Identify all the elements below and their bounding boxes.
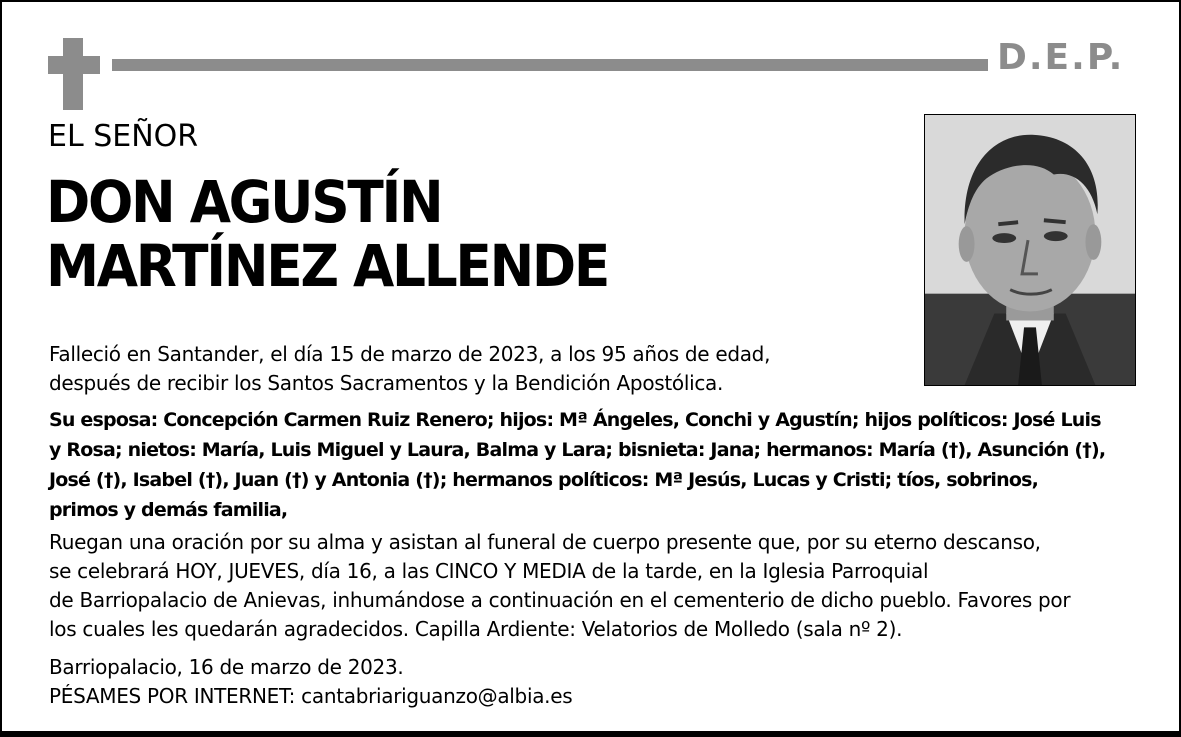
family-list-line: primos y demás familia, (49, 499, 288, 521)
condolences-contact: PÉSAMES POR INTERNET: cantabriariguanzo@albia.es (49, 684, 573, 708)
funeral-details (49, 528, 1070, 644)
title-prefix: EL SEÑOR (48, 119, 199, 154)
family-list (49, 405, 1105, 525)
portrait-image (925, 115, 1135, 385)
deceased-name-line-2: MARTÍNEZ ALLENDE (46, 232, 609, 300)
funeral-details-line: de Barriopalacio de Anievas, inhumándose a continuación en el cementerio de dicho pueblo. Favores por (49, 588, 1071, 612)
funeral-details-line: Ruegan una oración por su alma y asistan al funeral de cuerpo presente que, por su eterno descanso, (49, 530, 1041, 554)
deceased-name-line-1: DON AGUSTÍN (46, 168, 442, 236)
death-details-line: después de recibir los Santos Sacramentos y la Bendición Apostólica. (49, 371, 724, 395)
death-details-line: Falleció en Santander, el día 15 de marzo de 2023, a los 95 años de edad, (49, 342, 771, 366)
place-date: Barriopalacio, 16 de marzo de 2023. (49, 655, 404, 679)
family-list-line: y Rosa; nietos: María, Luis Miguel y Laura, Balma y Lara; bisnieta: Jana; hermanos: María (†), Asunción (†), (49, 439, 1106, 461)
cross-icon (63, 38, 83, 110)
cross-icon-bar (48, 56, 100, 74)
family-list-line: Su esposa: Concepción Carmen Ruiz Renero; hijos: Mª Ángeles, Conchi y Agustín; hijos políticos: José Luis (49, 409, 1101, 431)
deceased-name (46, 170, 608, 298)
dep-label: D.E.P. (997, 37, 1125, 78)
funeral-details-line: se celebrará HOY, JUEVES, día 16, a las CINCO Y MEDIA de la tarde, en la Iglesia Parroquial (49, 559, 929, 583)
family-list-line: José (†), Isabel (†), Juan (†) y Antonia (†); hermanos políticos: Mª Jesús, Lucas y Cristi; tíos, sobrinos, (49, 469, 1039, 491)
portrait-photo (924, 114, 1136, 386)
funeral-details-line: los cuales les quedarán agradecidos. Capilla Ardiente: Velatorios de Molledo (sala nº 2). (49, 617, 903, 641)
header-rule (112, 59, 988, 71)
notice-footer (49, 653, 572, 711)
death-details (49, 340, 770, 398)
